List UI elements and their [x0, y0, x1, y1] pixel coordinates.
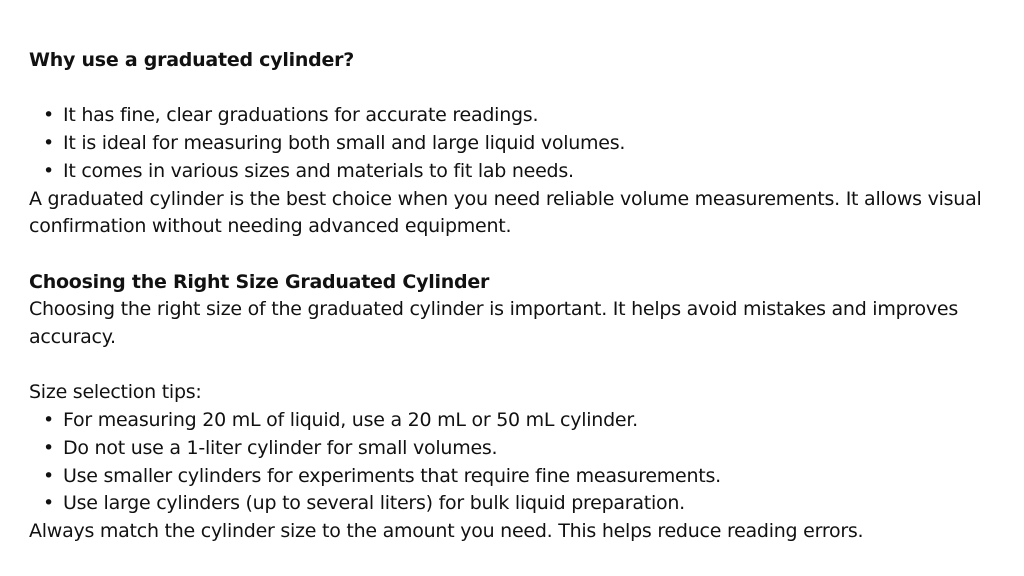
section-heading-why-use: Why use a graduated cylinder? — [29, 49, 355, 71]
list-item: • For measuring 20 mL of liquid, use a 20 mL or 50 mL cylinder. — [29, 407, 999, 435]
list-item: • Do not use a 1-liter cylinder for small volumes. — [29, 435, 999, 463]
tips-label: Size selection tips: — [29, 381, 202, 404]
benefits-list — [29, 102, 999, 185]
closing-paragraph: Always match the cylinder size to the amount you need. This helps reduce reading errors. — [29, 519, 864, 542]
list-item: • Use large cylinders (up to several liters) for bulk liquid preparation. — [29, 490, 999, 518]
spacer — [29, 352, 999, 380]
intro-paragraph: Choosing the right size of the graduated cylinder is important. It helps avoid mistakes and improves accuracy. — [29, 298, 958, 348]
summary-paragraph: A graduated cylinder is the best choice when you need reliable volume measurements. It allows visual confirmation without needing advanced equipment. — [29, 187, 982, 238]
document-body — [29, 47, 999, 546]
list-item: • It comes in various sizes and materials to fit lab needs. — [29, 158, 999, 186]
spacer — [29, 241, 999, 269]
section-heading-choosing-size: Choosing the Right Size Graduated Cylinder — [29, 270, 490, 293]
list-item: • Use smaller cylinders for experiments that require fine measurements. — [29, 463, 999, 491]
list-item: • It is ideal for measuring both small and large liquid volumes. — [29, 130, 999, 158]
spacer — [29, 75, 999, 103]
size-tips-list — [29, 407, 999, 518]
list-item: • It has fine, clear graduations for accurate readings. — [29, 102, 999, 130]
